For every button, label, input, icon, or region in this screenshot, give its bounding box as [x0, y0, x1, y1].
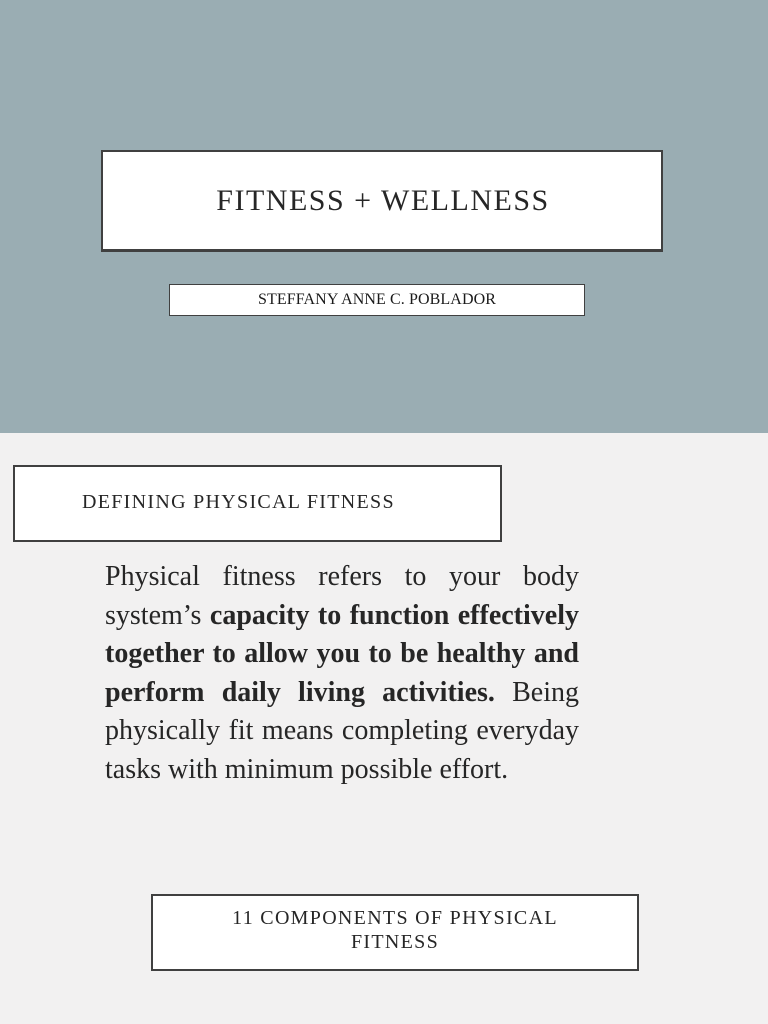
- slide-title: FITNESS + WELLNESS: [216, 183, 550, 217]
- components-heading: 11 COMPONENTS OF PHYSICAL FITNESS: [232, 906, 558, 953]
- definition-paragraph: [105, 558, 579, 789]
- paragraph-intro: Physical fitness refers to your body system’s: [105, 561, 579, 631]
- section-heading-box: [13, 465, 502, 542]
- paragraph-bold: capacity to function effectively together to allow you to be healthy and perform daily living activities.: [105, 599, 579, 708]
- title-slide: [0, 0, 768, 433]
- section-heading: DEFINING PHYSICAL FITNESS: [82, 491, 395, 513]
- author-box: [169, 284, 585, 316]
- title-box: [101, 150, 663, 251]
- author-name: STEFFANY ANNE C. POBLADOR: [257, 291, 497, 308]
- paragraph-outro: Being physically fit means completing everyday tasks with minimum possible effort.: [105, 676, 579, 785]
- components-heading-box: [151, 894, 639, 971]
